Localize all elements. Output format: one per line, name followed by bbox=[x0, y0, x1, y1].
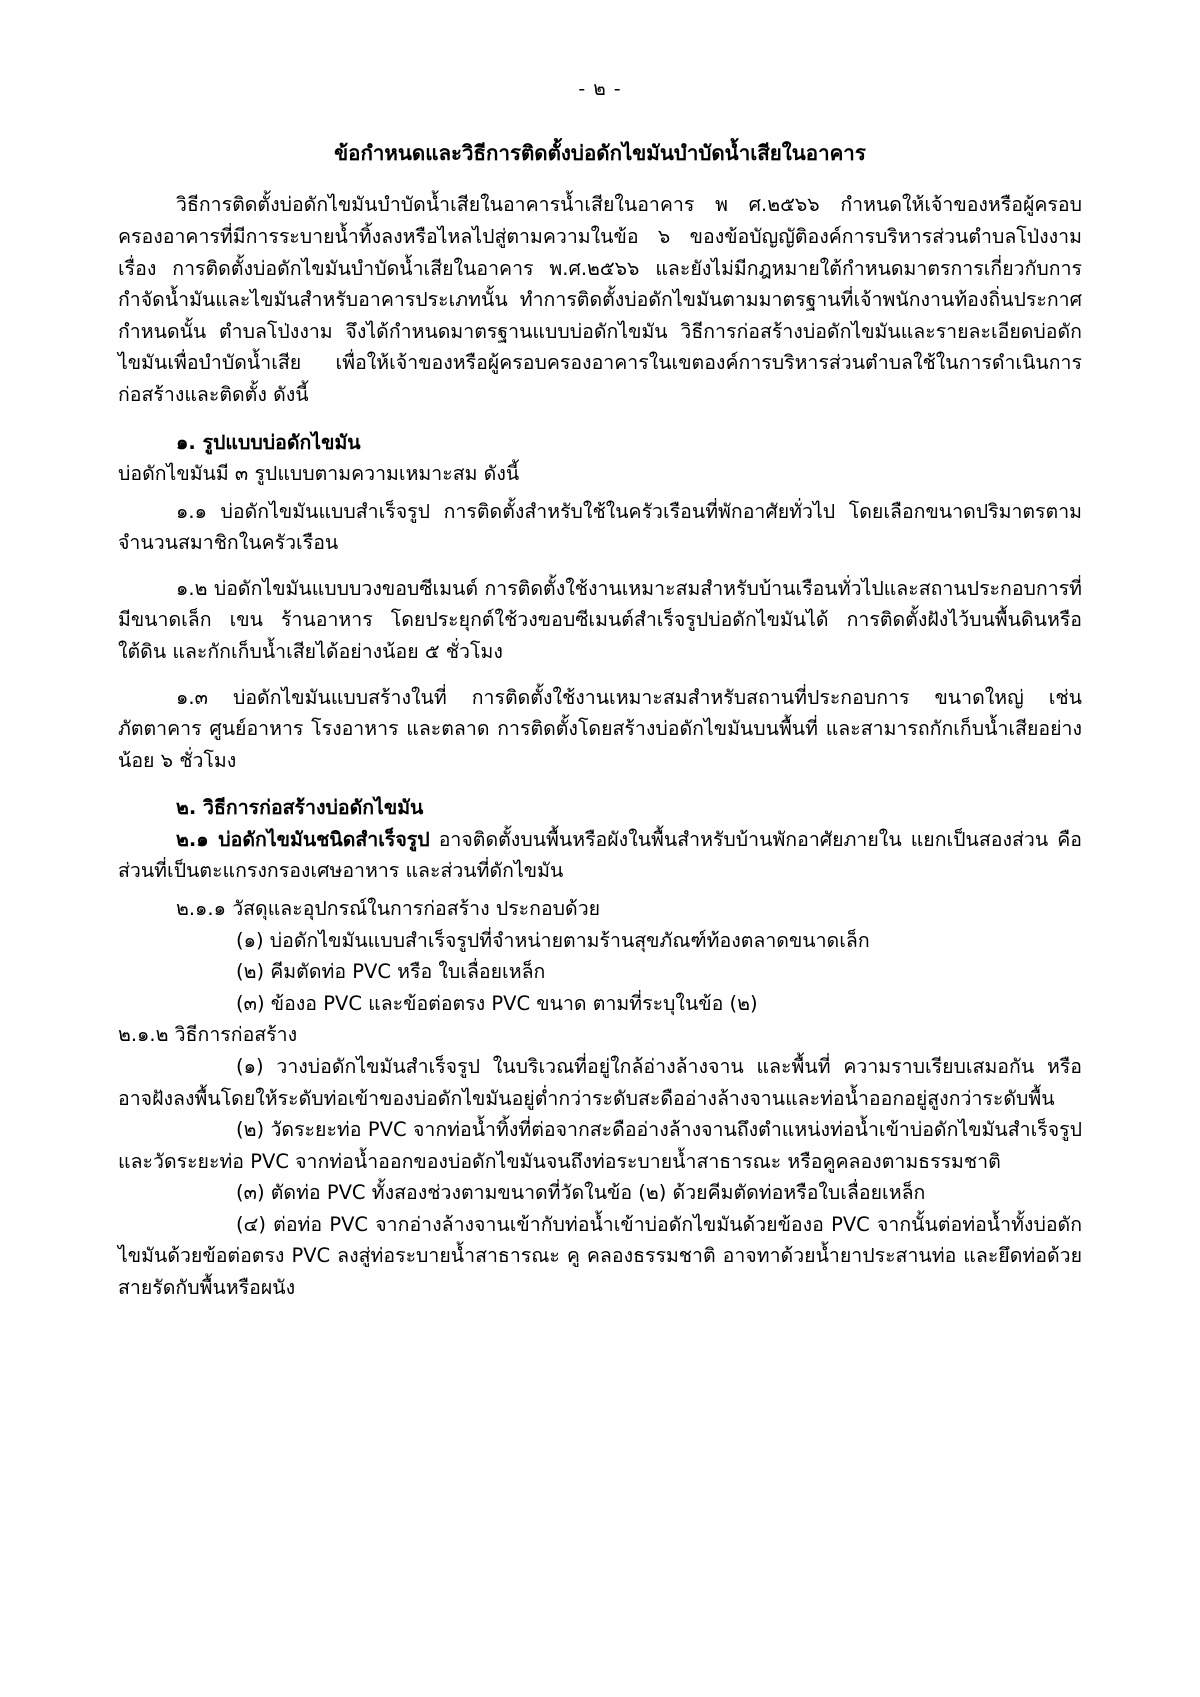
item-2-1-1: ๒.๑.๑ วัสดุและอุปกรณ์ในการก่อสร้าง ประกอบด้วย bbox=[176, 897, 601, 921]
item-1-3: ๑.๓ บ่อดักไขมันแบบสร้างในที่ การติดตั้งใช้งานเหมาะสมสำหรับสถานที่ประกอบการ ขนาดใหญ่ เช่น ภัตตาคาร ศูนย์อาหาร โรงอาหาร และตลาด การติดตั้งโดยสร้างบ่อดักไขมันบนพื้นที่ และสามารถกักเก็บน้ำเสียอย่างน้อย ๖ ชั่วโมง bbox=[118, 685, 1082, 772]
item-2-1 bbox=[118, 824, 1082, 887]
section-1-heading: ๑. รูปแบบบ่อดักไขมัน bbox=[176, 430, 361, 454]
item-2-1-1-a: (๑) บ่อดักไขมันแบบสำเร็จรูปที่จำหน่ายตามร้านสุขภัณฑ์ท้องตลาดขนาดเล็ก bbox=[236, 928, 870, 952]
section-2-heading: ๒. วิธีการก่อสร้างบ่อดักไขมัน bbox=[176, 796, 424, 820]
page-number: - ๒ - bbox=[578, 78, 622, 100]
item-1-2: ๑.๒ บ่อดักไขมันแบบบวงขอบซีเมนต์ การติดตั้งใช้งานเหมาะสมสำหรับบ้านเรือนทั่วไปและสถานประกอบการที่มีขนาดเล็ก เขน ร้านอาหาร โดยประยุกต์ใช้วงขอบซีเมนต์สำเร็จรูปบ่อดักไขมันได้ การติดตั้งฝังไว้บนพื้นดินหรือใต้ดิน และกักเก็บน้ำเสียได้อย่างน้อย ๕ ชั่วโมง bbox=[118, 576, 1082, 663]
intro-paragraph: วิธีการติดตั้งบ่อดักไขมันบำบัดน้ำเสียในอาคารน้ำเสียในอาคาร พ ศ.๒๕๖๖ กำหนดให้เจ้าของหรือผู้ครอบครองอาคารที่มีการระบายน้ำทิ้งลงหรือไหลไปสู่ตามความในข้อ ๖ ของข้อบัญญัติองค์การบริหารส่วนตำบลโป่งงาม เรื่อง การติดตั้งบ่อดักไขมันบำบัดน้ำเสียในอาคาร พ.ศ.๒๕๖๖ และยังไม่มีกฎหมายใต้กำหนดมาตรการเกี่ยวกับการกำจัดน้ำมันและไขมันสำหรับอาคารประเภทนั้น ทำการติดตั้งบ่อดักไขมันตามมาตรฐานที่เจ้าพนักงานท้องถิ่นประกาศกำหนดนั้น ตำบลโป่งงาม จึงได้กำหนดมาตรฐานแบบบ่อดักไขมัน วิธีการก่อสร้างบ่อดักไขมันและรายละเอียดบ่อดักไขมันเพื่อบำบัดน้ำเสีย เพื่อให้เจ้าของหรือผู้ครอบครองอาคารในเขตองค์การบริหารส่วนตำบลใช้ในการดำเนินการก่อสร้างและติดตั้ง ดังนี้ bbox=[118, 193, 1082, 406]
item-2-1-2-d: (๔) ต่อท่อ PVC จากอ่างล้างจานเข้ากับท่อน้ำเข้าบ่อดักไขมันด้วยข้องอ PVC จากนั้นต่อท่อน้ำทั้งบ่อดักไขมันด้วยข้อต่อตรง PVC ลงสู่ท่อระบายน้ำสาธารณะ คู คลองธรรมชาติ อาจทาด้วยน้ำยาประสานท่อ และยึดท่อด้วยสายรัดกับพื้นหรือผนัง bbox=[118, 1212, 1082, 1299]
item-2-1-2-c: (๓) ตัดท่อ PVC ทั้งสองช่วงตามขนาดที่วัดในข้อ (๒) ด้วยคีมตัดท่อหรือใบเลื่อยเหล็ก bbox=[236, 1181, 926, 1205]
item-1-1: ๑.๑ บ่อดักไขมันแบบสำเร็จรูป การติดตั้งสำหรับใช้ในครัวเรือนที่พักอาศัยทั่วไป โดยเลือกขนาดปริมาตรตามจำนวนสมาชิกในครัวเรือน bbox=[118, 499, 1082, 555]
section-1-lead: บ่อดักไขมันมี ๓ รูปแบบตามความเหมาะสม ดังนี้ bbox=[118, 462, 520, 486]
item-2-1-2-a: (๑) วางบ่อดักไขมันสำเร็จรูป ในบริเวณที่อยู่ใกล้อ่างล้างจาน และพื้นที่ ความราบเรียบเสมอกัน หรืออาจฝังลงพื้นโดยให้ระดับท่อเข้าของบ่อดักไขมันอยู่ต่ำกว่าระดับสะดืออ่างล้างจานและท่อน้ำออกอยู่สูงกว่าระดับพื้น bbox=[118, 1054, 1082, 1110]
item-2-1-1-b: (๒) คีมตัดท่อ PVC หรือ ใบเลื่อยเหล็ก bbox=[236, 960, 546, 984]
item-2-1-text: อาจติดตั้งบนพื้นหรือผังในพื้นสำหรับบ้านพักอาศัยภายใน แยกเป็นสองส่วน คือ ส่วนที่เป็นตะแกรงกรองเศษอาหาร และส่วนที่ดักไขมัน bbox=[118, 827, 1083, 883]
item-2-1-1-c: (๓) ข้องอ PVC และข้อต่อตรง PVC ขนาด ตามที่ระบุในข้อ (๒) bbox=[236, 991, 758, 1015]
item-2-1-2: ๒.๑.๒ วิธีการก่อสร้าง bbox=[118, 1023, 298, 1047]
item-2-1-2-b: (๒) วัดระยะท่อ PVC จากท่อน้ำทิ้งที่ต่อจากสะดืออ่างล้างจานถึงตำแหน่งท่อน้ำเข้าบ่อดักไขมันสำเร็จรูป และวัดระยะท่อ PVC จากท่อน้ำออกของบ่อดักไขมันจนถึงท่อระบายน้ำสาธารณะ หรือคูคลองตามธรรมชาติ bbox=[118, 1118, 1082, 1173]
page-title: ข้อกำหนดและวิธีการติดตั้งบ่อดักไขมันบำบัดน้ำเสียในอาคาร bbox=[334, 140, 866, 165]
item-2-1-label: ๒.๑ บ่อดักไขมันชนิดสำเร็จรูป bbox=[176, 827, 430, 851]
